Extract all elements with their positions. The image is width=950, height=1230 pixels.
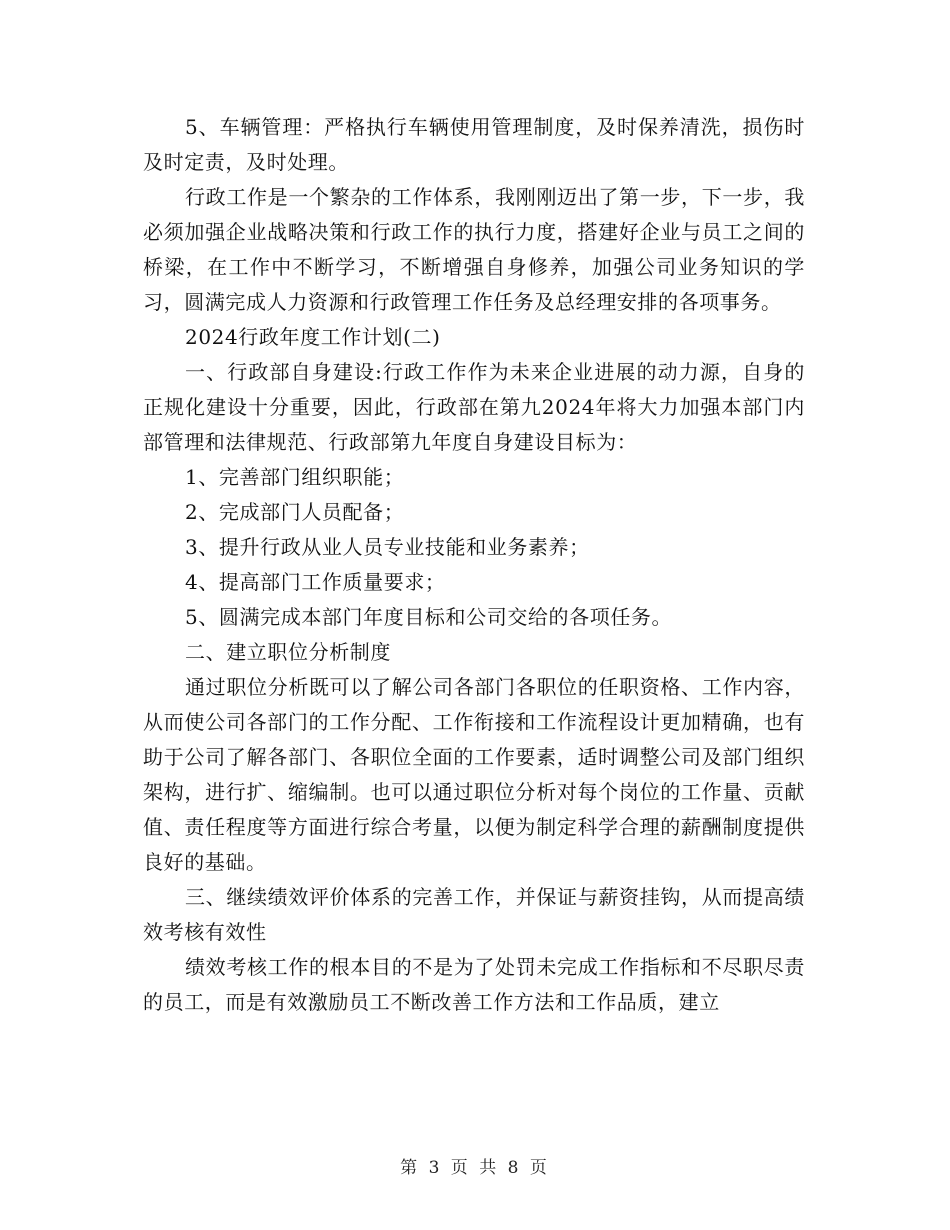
list-item: 3、提升行政从业人员专业技能和业务素养； xyxy=(185,535,590,559)
list-item: 2、完成部门人员配备； xyxy=(185,500,405,524)
list-item: 5、圆满完成本部门年度目标和公司交给的各项任务。 xyxy=(185,605,673,629)
section-heading: 二、建立职位分析制度 xyxy=(185,640,391,664)
document-body xyxy=(143,110,805,1020)
paragraph: 通过职位分析既可以了解公司各部门各职位的任职资格、工作内容，从而使公司各部门的工作分配、工作衔接和工作流程设计更加精确，也有助于公司了解各部门、各职位全面的工作要素，适时调整公司及部门组织架构，进行扩、缩编制。也可以通过职位分析对每个岗位的工作量、贡献值、责任程度等方面进行综合考量，以便为制定科学合理的薪酬制度提供良好的基础。 xyxy=(143,675,805,874)
paragraph: 一、行政部自身建设:行政工作作为未来企业进展的动力源，自身的正规化建设十分重要，因此，行政部在第九2024年将大力加强本部门内部管理和法律规范、行政部第九年度自身建设目标为： xyxy=(143,360,805,454)
paragraph: 绩效考核工作的根本目的不是为了处罚未完成工作指标和不尽职尽责的员工，而是有效激励员工不断改善工作方法和工作品质，建立 xyxy=(143,955,805,1014)
paragraph: 行政工作是一个繁杂的工作体系，我刚刚迈出了第一步，下一步，我必须加强企业战略决策和行政工作的执行力度，搭建好企业与员工之间的桥梁，在工作中不断学习，不断增强自身修养，加强公司业务知识的学习，圆满完成人力资源和行政管理工作任务及总经理安排的各项事务。 xyxy=(143,185,805,314)
paragraph: 5、车辆管理：严格执行车辆使用管理制度，及时保养清洗，损伤时及时定责，及时处理。 xyxy=(143,115,805,174)
section-heading: 三、继续绩效评价体系的完善工作，并保证与薪资挂钩，从而提高绩效考核有效性 xyxy=(143,885,805,944)
list-item: 4、提高部门工作质量要求； xyxy=(185,570,446,594)
section-heading: 2024行政年度工作计划(二) xyxy=(185,325,441,349)
page-number-footer: 第 3 页 共 8 页 xyxy=(400,1158,550,1178)
list-item: 1、完善部门组织职能； xyxy=(185,465,405,489)
